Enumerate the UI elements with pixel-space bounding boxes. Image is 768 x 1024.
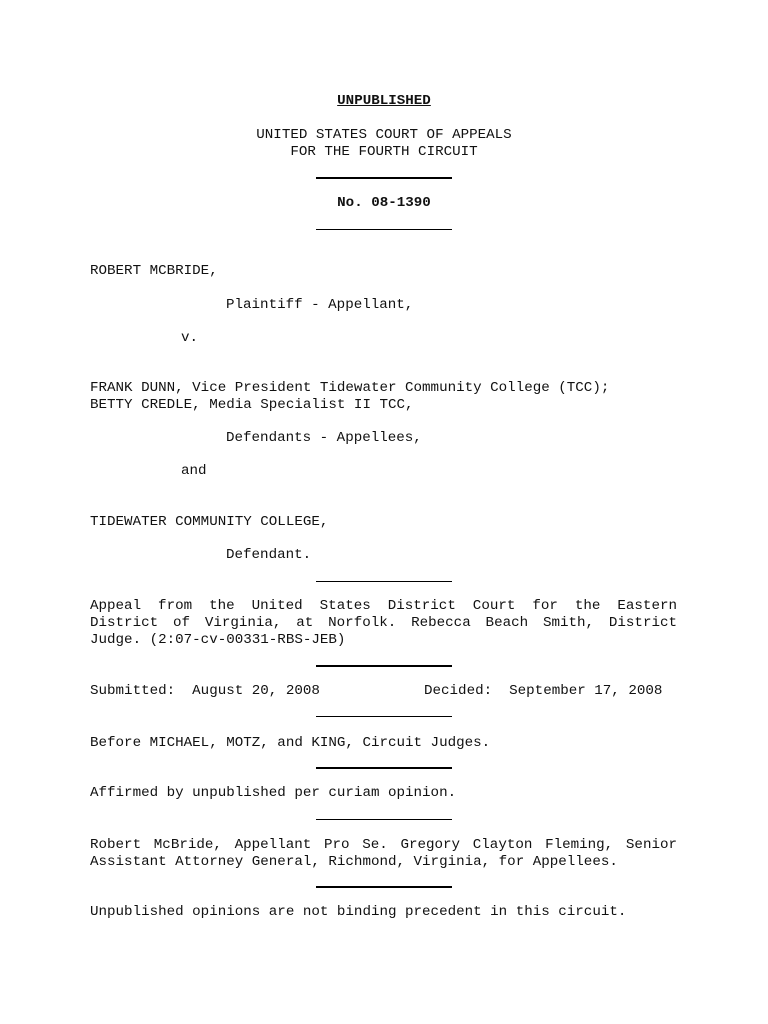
rule-case [316, 229, 452, 230]
court-name-line-2: FOR THE FOURTH CIRCUIT [290, 144, 478, 160]
defendant-line-2: BETTY CREDLE, Media Specialist II TCC, [90, 397, 414, 413]
defendant2-name: TIDEWATER COMMUNITY COLLEGE, [90, 514, 329, 530]
defendant-line-1: FRANK DUNN, Vice President Tidewater Community College (TCC); [90, 380, 610, 396]
court-name-line-1: UNITED STATES COURT OF APPEALS [256, 127, 512, 143]
appeal-paragraph: Appeal from the United States District Court for the Eastern District of Virginia, at Norfolk. Rebecca Beach Smith, District Judge. (2:07-cv-00331-RBS-JEB) [90, 598, 677, 648]
unpublished-label: UNPUBLISHED [337, 93, 431, 109]
rule-appeal [316, 665, 452, 667]
submitted-date: Submitted: August 20, 2008 [90, 683, 320, 699]
rule-counsel [316, 886, 452, 888]
panel-judges: Before MICHAEL, MOTZ, and KING, Circuit Judges. [90, 735, 491, 751]
rule-before [316, 767, 452, 769]
rule-disposition [316, 819, 452, 820]
and-connector: and [181, 463, 207, 479]
versus: v. [181, 330, 199, 346]
defendant2-role: Defendant. [226, 547, 312, 563]
decided-date: Decided: September 17, 2008 [424, 683, 663, 699]
case-number: No. 08-1390 [337, 195, 431, 211]
rule-caption [316, 581, 452, 582]
plaintiff-role: Plaintiff - Appellant, [226, 297, 414, 313]
plaintiff-name: ROBERT MCBRIDE, [90, 263, 218, 279]
footer-note: Unpublished opinions are not binding precedent in this circuit. [90, 904, 627, 920]
counsel-paragraph: Robert McBride, Appellant Pro Se. Gregory Clayton Fleming, Senior Assistant Attorney General, Richmond, Virginia, for Appellees. [90, 837, 677, 870]
disposition: Affirmed by unpublished per curiam opinion. [90, 785, 457, 801]
rule-dates [316, 716, 452, 717]
rule-top [316, 177, 452, 179]
defendants-role: Defendants - Appellees, [226, 430, 422, 446]
